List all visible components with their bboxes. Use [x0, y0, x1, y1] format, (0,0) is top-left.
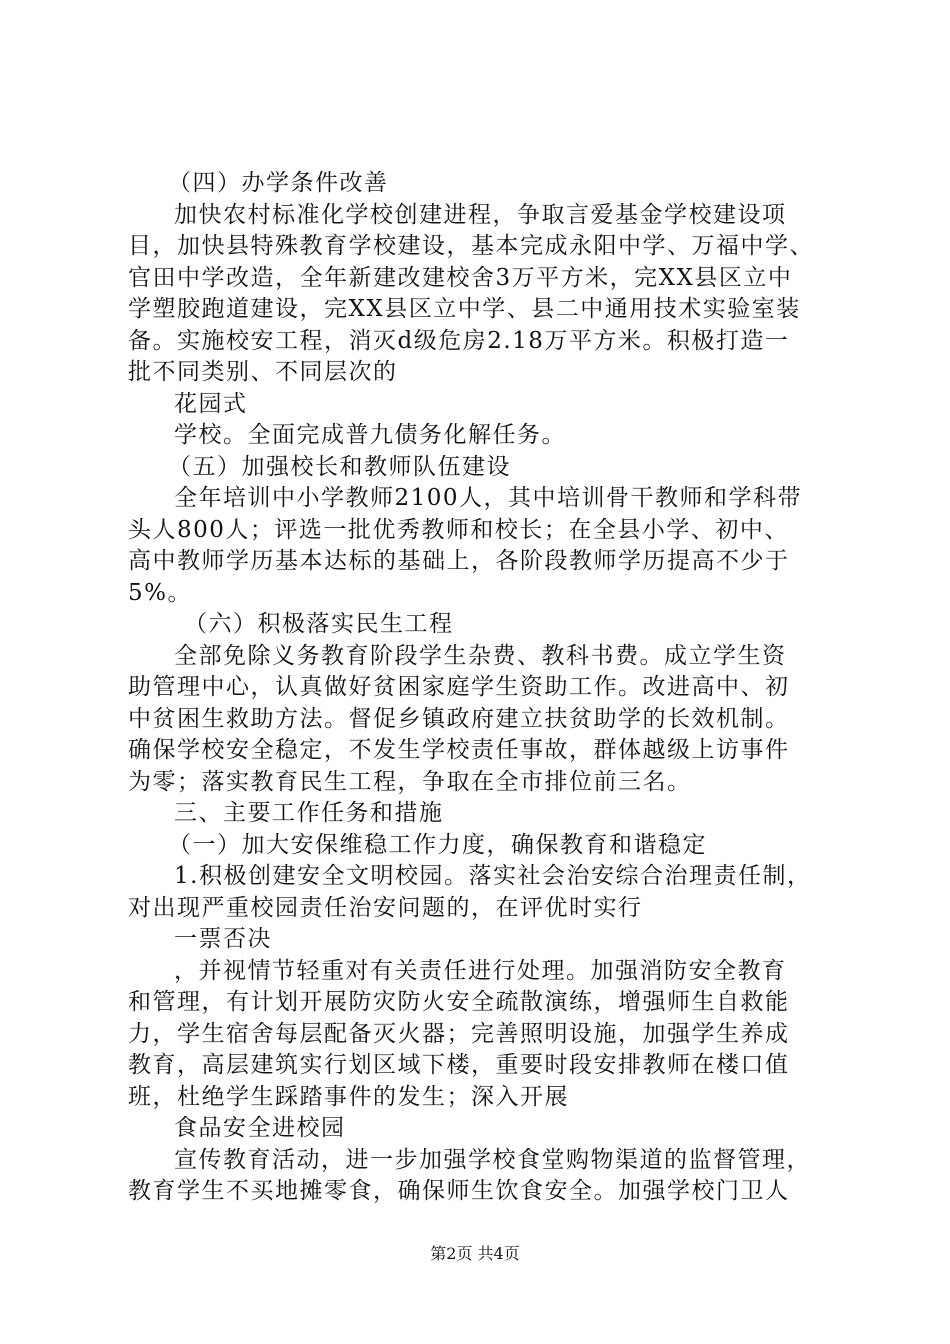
text-line: 花园式	[174, 390, 248, 417]
text-line: 1.积极创建安全文明校园。落实社会治安综合治理责任制，	[174, 863, 812, 889]
text-line: 为零；落实教育民生工程，争取在全市排位前三名。	[128, 768, 692, 795]
text-line: 助管理中心，认真做好贫困家庭学生资助工作。改进高中、初	[128, 674, 790, 700]
text-line: 教育学生不买地摊零食，确保师生饮食安全。加强学校门卫人	[128, 1178, 790, 1204]
text-line: 三、主要工作任务和措施	[174, 800, 444, 826]
text-line: 全年培训中小学教师2100人，其中培训骨干教师和学科带	[174, 485, 803, 511]
text-line: 备。实施校安工程，消灭d级危房2.18万平方米。积极打造一	[128, 327, 790, 354]
text-line: （四）办学条件改善	[168, 170, 389, 196]
text-line: （六）积极落实民生工程	[184, 611, 454, 637]
text-line: 5%。	[128, 579, 192, 606]
text-line: （五）加强校长和教师队伍建设	[168, 453, 511, 480]
text-line: 确保学校安全稳定，不发生学校责任事故，群体越级上访事件	[128, 737, 790, 763]
text-line: ，并视情节轻重对有关责任进行处理。加强消防安全教育	[174, 957, 787, 984]
text-line: 和管理，有计划开展防灾防火安全疏散演练，增强师生自救能	[128, 989, 790, 1015]
text-line: 一票否决	[174, 926, 272, 952]
text-line: （一）加大安保维稳工作力度，确保教育和谐稳定	[168, 831, 707, 858]
text-line: 对出现严重校园责任治安问题的，在评优时实行	[128, 894, 643, 921]
text-line: 中贫困生救助方法。督促乡镇政府建立扶贫助学的长效机制。	[128, 705, 790, 732]
text-line: 学塑胶跑道建设，完XX县区立中学、县二中通用技术实验室装	[128, 296, 801, 322]
text-line: 学校。全面完成普九债务化解任务。	[174, 422, 566, 448]
text-line: 食品安全进校园	[174, 1115, 346, 1141]
page-number-label: 第2页 共4页	[430, 1244, 520, 1263]
text-line: 全部免除义务教育阶段学生杂费、教科书费。成立学生资	[174, 642, 787, 669]
text-line: 头人800人；评选一批优秀教师和校长；在全县小学、初中、	[128, 516, 789, 543]
text-line: 班，杜绝学生踩踏事件的发生；深入开展	[128, 1083, 569, 1110]
text-line: 教育，高层建筑实行划区域下楼，重要时段安排教师在楼口值	[128, 1052, 790, 1078]
document-body	[128, 168, 828, 1208]
text-line: 宣传教育活动，进一步加强学校食堂购物渠道的监督管理，	[174, 1146, 811, 1173]
page-footer	[0, 1244, 950, 1264]
text-line: 加快农村标准化学校创建进程，争取言爱基金学校建设项	[174, 201, 787, 228]
text-line: 力，学生宿舍每层配备灭火器；完善照明设施，加强学生养成	[128, 1020, 790, 1047]
text-line: 官田中学改造，全年新建改建校舍3万平方米，完XX县区立中	[128, 264, 793, 291]
text-line: 批不同类别、不同层次的	[128, 359, 398, 385]
text-line: 目，加快县特殊教育学校建设，基本完成永阳中学、万福中学、	[128, 233, 814, 259]
text-line: 高中教师学历基本达标的基础上，各阶段教师学历提高不少于	[128, 548, 790, 574]
